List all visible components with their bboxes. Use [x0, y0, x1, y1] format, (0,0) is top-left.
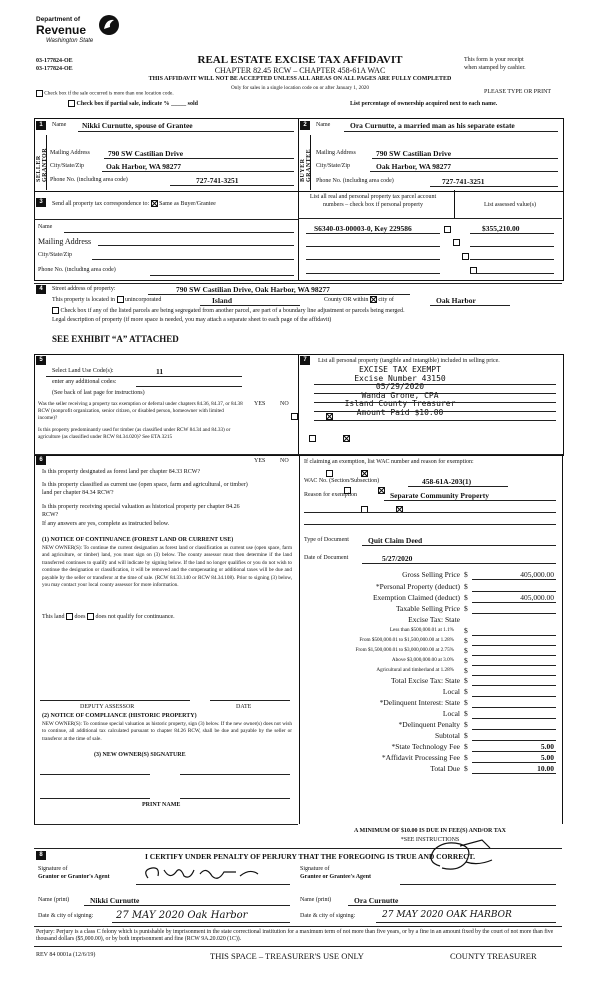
buyer-mailing-label: Mailing Address — [316, 150, 356, 156]
s5-question-1: Was the seller receiving a property tax exemption or deferral under chapters 84.36, 84.37, or 84.38 RCW (nonprofit organization, senior citizen, or disabled person, homeowner with limited income)? — [38, 401, 243, 421]
parcel-personal-checkbox-1[interactable] — [444, 226, 451, 233]
send-mailing-label: Mailing Address — [38, 237, 92, 246]
seller-name-label: Name — [52, 122, 67, 128]
notice-1-title: (1) NOTICE OF CONTINUANCE (FOREST LAND OR CURRENT USE) — [42, 537, 234, 543]
parcel-personal-checkbox-3[interactable] — [462, 253, 469, 260]
additional-codes-label: enter any additional codes: — [52, 379, 117, 385]
section-4-number: 4 — [36, 285, 46, 294]
stamp-line-1: EXCISE TAX EXEMPT — [359, 365, 441, 374]
doc-type-value[interactable]: Quit Claim Deed — [368, 536, 423, 545]
street-address[interactable]: 790 SW Castilian Drive, Oak Harbor, WA 98277 — [176, 285, 330, 294]
partial-sale-checkbox[interactable] — [68, 100, 75, 107]
tax-row-currency: $ — [464, 676, 468, 685]
exhibit-text[interactable]: SEE EXHIBIT “A” ATTACHED — [52, 334, 179, 344]
partial-sale-row — [68, 100, 198, 107]
grantee-name-print[interactable]: Ora Curnutte — [354, 896, 399, 905]
tax-row-label: Local — [442, 687, 460, 696]
s6-yes-header: YES — [254, 458, 266, 464]
s6-question-1: Is this property designated as forest land per chapter 84.33 RCW? — [42, 469, 201, 475]
reason-value[interactable]: Separate Community Property — [390, 491, 490, 500]
deputy-date-label: DATE — [236, 704, 252, 710]
grantor-name-label: Name (print) — [38, 897, 70, 903]
seller-mailing[interactable]: 790 SW Castilian Drive — [108, 149, 184, 158]
tax-row-label: Less than $500,000.01 at 1.1% — [389, 627, 454, 633]
city-of-label: city of — [378, 296, 394, 303]
tax-row-currency: $ — [464, 636, 468, 645]
exempt-stamp — [340, 366, 460, 418]
tax-row-currency: $ — [464, 720, 468, 729]
parcel-header: List all real and personal property tax parcel account numbers – check box if personal property — [309, 194, 437, 208]
same-as-buyer-label: Same as Buyer/Grantee — [159, 200, 216, 207]
buyer-name[interactable]: Ora Curnutte, a married man as his separate estate — [350, 121, 515, 130]
stamp-line-6: Amount Paid $10.00 — [356, 407, 444, 417]
tax-row-currency: $ — [464, 582, 468, 591]
tax-row-label: *State Technology Fee — [391, 742, 460, 751]
send-correspondence-label: Send all property tax correspondence to: — [52, 200, 150, 207]
segregated-checkbox[interactable] — [52, 307, 59, 314]
grantee-signature[interactable] — [420, 832, 500, 882]
tax-row-value[interactable]: 405,000.00 — [520, 570, 554, 579]
grantor-date-city[interactable]: 27 MAY 2020 Oak Harbor — [116, 910, 248, 921]
tax-row-currency: $ — [464, 753, 468, 762]
parcel-personal-checkbox-2[interactable] — [453, 239, 460, 246]
land-use-label: Select Land Use Code(s): — [52, 368, 114, 374]
seller-city-label: City/State/Zip — [50, 163, 84, 169]
s5-q2-no-checkbox[interactable] — [343, 435, 350, 442]
tax-row-currency: $ — [464, 604, 468, 613]
tax-row-label: *Delinquent Penalty — [398, 720, 460, 729]
wac-label: WAC No. (Section/Subsection) — [304, 478, 380, 484]
county-value[interactable]: Island — [212, 296, 233, 305]
tax-row-currency: $ — [464, 764, 468, 773]
tax-row-label: Local — [442, 709, 460, 718]
does-checkbox[interactable] — [66, 613, 73, 620]
segregated-label: Check box if any of the listed parcels are being segregated from another parcel, are part of a boundary line adjustment or parcels being merged. — [60, 307, 405, 314]
stamp-line-2: Excise Number 43150 — [354, 373, 446, 383]
buyer-city[interactable]: Oak Harbor, WA 98277 — [376, 162, 452, 171]
tax-row-currency: $ — [464, 709, 468, 718]
tax-row-label: Total Excise Tax: State — [390, 676, 460, 685]
tax-row-label: Taxable Selling Price — [395, 604, 460, 613]
partial-sale-label: Check box if partial sale, indicate % _____ sold — [76, 100, 199, 107]
seller-phone[interactable]: 727-741-3251 — [196, 176, 239, 185]
exemption-label: If claiming an exemption, list WAC number and reason for exemption: — [304, 459, 474, 465]
notice-1-body: NEW OWNER(S): To continue the current designation as forest land or classification as current use (open space, farm and agriculture, or timber) land, you must sign on (3) below. The county assessor must then determine if the land transferred continues to qualify and will indicate by signing below. If the land no longer qualifies or you do not wish to continue the designation or classification, it will be removed and the compensating or additional taxes will be due and payable by the seller or transferor at the time of sale. (RCW 84.33.140 or RCW 84.34.108). Prior to signing (3) below, you may contact your local county assessor for more information. — [42, 545, 292, 589]
stamp-line-4: Wanda Grone, CPA — [361, 390, 439, 400]
grantor-name-print[interactable]: Nikki Curnutte — [90, 896, 140, 905]
does-label: does — [74, 613, 86, 620]
tax-row-value[interactable]: 5.00 — [540, 753, 554, 762]
print-name-label: PRINT NAME — [142, 802, 181, 808]
receipt-note-2: when stamped by cashier. — [464, 65, 526, 71]
logo-line2: Revenue — [36, 23, 87, 37]
tax-row-label: Excise Tax: State — [408, 615, 460, 624]
s5-question-2: Is this property predominantly used for timber (as classified under RCW 84.34 and 84.33) or agriculture (as classified under RCW 84.34.020)? See ETA 3215 — [38, 427, 231, 440]
tax-row-currency: $ — [464, 626, 468, 635]
tax-row-label: Agricultural and timberland at 1.28% — [376, 667, 454, 673]
receipt-note-1: This form is your receipt — [464, 57, 524, 63]
city-checkbox[interactable] — [370, 296, 377, 303]
tax-row-label: From $500,000.01 to $1,500,000.00 at 1.28% — [359, 637, 454, 643]
stamp-line-3: 05/29/2020 — [375, 382, 425, 392]
tax-row-currency: $ — [464, 570, 468, 579]
form-title: REAL ESTATE EXCISE TAX AFFIDAVIT — [197, 54, 403, 66]
personal-property-label: List all personal property (tangible and intangible) included in selling price. — [318, 358, 500, 364]
tax-row-currency: $ — [464, 731, 468, 740]
seller-mailing-label: Mailing Address — [50, 150, 90, 156]
tax-row-currency: $ — [464, 593, 468, 602]
only-for-note: Only for sales in a single location code on or after January 1, 2020 — [230, 85, 369, 91]
send-name-label: Name — [38, 224, 53, 230]
minimum-note: A MINIMUM OF $10.00 IS DUE IN FEE(S) AND/OR TAX — [354, 828, 506, 834]
tax-row-currency: $ — [464, 656, 468, 665]
logo-line3: Washington State — [46, 38, 94, 44]
stamp-line-5: Island County Treasurer — [344, 399, 456, 409]
dor-logo — [36, 14, 126, 50]
land-use-code[interactable]: 11 — [156, 367, 164, 376]
location-row — [52, 296, 161, 303]
s5-q1-no-checkbox[interactable] — [326, 413, 333, 420]
buyer-phone[interactable]: 727-741-3251 — [442, 177, 485, 186]
section-5-number: 5 — [36, 356, 46, 365]
buyer-phone-label: Phone No. (including area code) — [316, 178, 394, 184]
type-or-print: PLEASE TYPE OR PRINT — [484, 89, 552, 95]
form-warning: THIS AFFIDAVIT WILL NOT BE ACCEPTED UNLESS ALL AREAS ON ALL PAGES ARE FULLY COMPLETED — [148, 76, 452, 82]
s5-q1-yes-checkbox[interactable] — [291, 413, 298, 420]
assessed-value[interactable]: $355,210.00 — [482, 224, 520, 233]
tax-row-label: Above $3,000,000.00 at 3.0% — [391, 657, 454, 663]
grantee-date-city[interactable]: 27 MAY 2020 OAK HARBOR — [382, 910, 512, 920]
tax-row-label: From $1,500,000.01 to $3,000,000.00 at 2.75% — [355, 647, 454, 653]
logo-line1: Department of — [36, 16, 81, 23]
buyer-city-label: City/State/Zip — [316, 163, 350, 169]
tax-row-value[interactable]: 10.00 — [537, 764, 554, 773]
seller-side-label: SELLER GRANTOR — [36, 147, 48, 182]
grantee-sig-label-1: Signature of — [300, 866, 330, 872]
tax-row-label: *Affidavit Processing Fee — [381, 753, 460, 762]
county-or-row — [324, 296, 394, 303]
county-or-label: County OR within — [324, 296, 369, 303]
tax-row-label: Subtotal — [434, 731, 460, 740]
tax-row-value[interactable]: 5.00 — [540, 742, 554, 751]
grantor-date-label: Date & city of signing: — [38, 913, 94, 919]
buyer-name-label: Name — [316, 122, 331, 128]
city-value[interactable]: Oak Harbor — [436, 296, 476, 305]
grantor-sig-label-1: Signature of — [38, 866, 68, 872]
notice-2-body: NEW OWNER(S): To continue special valuation as historic property, sign (3) below. If the new owner(s) does not wish to continue, all additional tax calculated pursuant to chapter 84.26 RCW, shall be due and payable by the seller or transferor at the time of sale. — [42, 721, 292, 742]
s5-q2-yes-checkbox[interactable] — [309, 435, 316, 442]
revision-number: REV 84 0001a (12/6/19) — [36, 952, 96, 958]
s5-yes-header: YES — [254, 401, 266, 407]
grantor-signature[interactable] — [140, 862, 270, 884]
tax-row-label: Exemption Claimed (deduct) — [372, 593, 460, 602]
notice-2-title: (2) NOTICE OF COMPLIANCE (HISTORIC PROPERTY) — [42, 713, 197, 719]
tax-row-currency: $ — [464, 666, 468, 675]
grantee-name-label: Name (print) — [300, 897, 332, 903]
send-city-label: City/State/Zip — [38, 252, 72, 258]
does-not-checkbox[interactable] — [87, 613, 94, 620]
multi-location-label: Check box if the sale occurred is more than one location code. — [44, 90, 174, 97]
s5-no-header: NO — [280, 401, 289, 407]
doc-id-2: 03-177824-OE — [36, 66, 73, 72]
legal-description-label: Legal description of property (if more space is needed, you may attach a separate sheet to each page of the affidavit) — [52, 317, 332, 323]
seller-city[interactable]: Oak Harbor, WA 98277 — [106, 162, 182, 171]
buyer-side-label: BUYER GRANTEE — [300, 148, 312, 182]
grantor-sig-label-2: Grantor or Grantor's Agent — [38, 874, 110, 880]
wac-number[interactable]: 458-61A-203(1) — [422, 477, 472, 486]
continuance-row — [42, 613, 175, 620]
section-8-number: 8 — [36, 851, 46, 860]
seller-phone-label: Phone No. (including area code) — [50, 177, 128, 183]
send-correspondence — [52, 200, 216, 207]
s6-if-yes: If any answers are yes, complete as instructed below. — [42, 521, 170, 527]
tax-row-label: *Personal Property (deduct) — [375, 582, 460, 591]
certify-statement: I CERTIFY UNDER PENALTY OF PERJURY THAT THE FOREGOING IS TRUE AND CORRECT. — [144, 852, 475, 861]
tax-row-currency: $ — [464, 646, 468, 655]
buyer-mailing[interactable]: 790 SW Castilian Drive — [376, 149, 452, 158]
county-treasurer-label: COUNTY TREASURER — [450, 951, 537, 961]
logo-mark-icon — [98, 14, 120, 36]
section-6-number: 6 — [36, 456, 46, 465]
form-subtitle: CHAPTER 82.45 RCW – CHAPTER 458-61A WAC — [214, 66, 386, 75]
send-phone-label: Phone No. (including area code) — [38, 267, 116, 273]
multi-location-checkbox[interactable] — [36, 90, 43, 97]
tax-row-label: Total Due — [430, 764, 460, 773]
unincorporated-checkbox[interactable] — [117, 296, 124, 303]
tax-row-currency: $ — [464, 742, 468, 751]
section-3-number: 3 — [36, 198, 46, 207]
street-label: Street address of property: — [52, 286, 116, 292]
list-percentage-note: List percentage of ownership acquired next to each name. — [350, 101, 498, 107]
tax-row-value[interactable]: 405,000.00 — [520, 593, 554, 602]
located-label: This property is located in — [52, 296, 115, 303]
see-back-label: (See back of last page for instructions) — [52, 390, 145, 396]
tax-row-label: Gross Selling Price — [402, 570, 460, 579]
grantee-date-label: Date & city of signing: — [300, 913, 356, 919]
tax-row-currency: $ — [464, 698, 468, 707]
this-land-label: This land — [42, 613, 65, 620]
s6-question-2: Is this property classified as current use (open space, farm and agricultural, or timber) land per chapter 84.34 RCW? — [42, 482, 248, 496]
doc-type-label: Type of Document — [304, 537, 349, 543]
new-owner-signature-label: (3) NEW OWNER(S) SIGNATURE — [94, 752, 186, 758]
unincorporated-label: unincorporated — [125, 296, 162, 303]
seller-name[interactable]: Nikki Curnutte, spouse of Grantee — [82, 121, 193, 130]
reason-label: Reason for exemption — [304, 492, 357, 498]
tax-row-label: *Delinquent Interest: State — [379, 698, 460, 707]
see-instructions-note: *SEE INSTRUCTIONS — [400, 837, 460, 843]
does-not-label: does not qualify for continuance. — [95, 613, 175, 620]
treasurer-use-only: THIS SPACE – TREASURER'S USE ONLY — [210, 951, 364, 961]
deputy-assessor-label: DEPUTY ASSESSOR — [80, 704, 135, 710]
assessed-header: List assessed value(s) — [484, 202, 536, 208]
grantee-sig-label-2: Grantee or Grantee's Agent — [300, 874, 372, 880]
perjury-notice: Perjury: Perjury is a class C felony which is punishable by imprisonment in the state correctional institution for a maximum term of not more than five years, or by a fine in an amount fixed by the court of not more than five thousand dollars ($5,000.00), or by both imprisonment and fine (RCW 9A.20.020 (1C)). — [36, 929, 554, 943]
tax-row-currency: $ — [464, 687, 468, 696]
section-2-number: 2 — [300, 121, 310, 130]
s6-no-header: NO — [280, 458, 289, 464]
doc-id-1: 03-177824-OE — [36, 58, 73, 64]
multi-location-row — [36, 90, 174, 97]
doc-date-value[interactable]: 5/27/2020 — [382, 554, 413, 563]
same-as-buyer-checkbox[interactable] — [151, 200, 158, 207]
s6-question-3: Is this property receiving special valuation as historical property per chapter 84.26 RCW? — [42, 504, 240, 518]
parcel-number[interactable]: S6340-03-00003-0, Key 229586 — [314, 224, 412, 233]
section-1-number: 1 — [36, 121, 46, 130]
segregated-row — [52, 307, 552, 314]
doc-date-label: Date of Document — [304, 555, 349, 561]
section-7-number: 7 — [300, 356, 310, 365]
